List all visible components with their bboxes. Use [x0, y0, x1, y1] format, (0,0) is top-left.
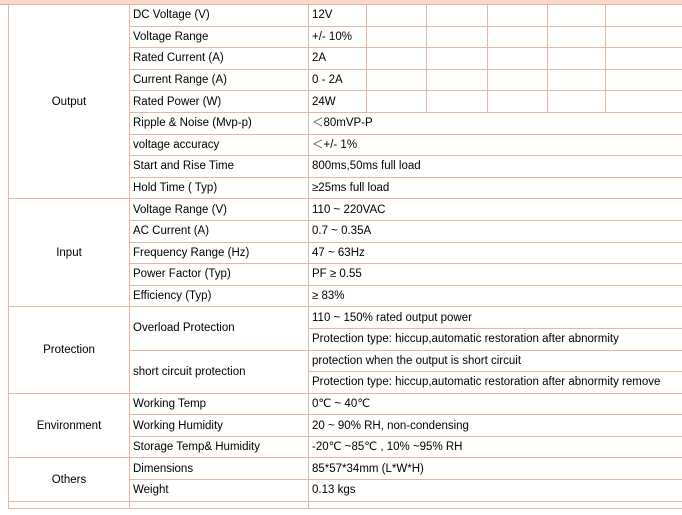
spec-label: voltage accuracy [130, 134, 309, 156]
empty-cell [606, 69, 682, 91]
category-input: Input [9, 199, 130, 307]
spec-value: 110 ~ 220VAC [309, 199, 682, 221]
table-row [9, 393, 682, 415]
spec-label: Storage Temp& Humidity [130, 436, 309, 458]
spec-value: 0 - 2A [309, 69, 367, 91]
spec-value: Protection type: hiccup,automatic restoration after abnormity remove [309, 372, 682, 394]
spec-value: 20 ~ 90% RH, non-condensing [309, 415, 682, 437]
spec-label: Dimensions [130, 458, 309, 480]
empty-cell [367, 5, 427, 27]
spec-value: ≥ 83% [309, 285, 682, 307]
spec-label: Rated Current (A) [130, 48, 309, 70]
spec-label: Voltage Range (V) [130, 199, 309, 221]
empty-cell [367, 48, 427, 70]
empty-cell [367, 91, 427, 113]
empty-cell [427, 26, 488, 48]
table-row [9, 307, 682, 329]
empty-cell [606, 91, 682, 113]
spec-label: Voltage Range [130, 26, 309, 48]
spec-value: ＜80mVP-P [309, 112, 682, 134]
spec-label: Ripple & Noise (Mvp-p) [130, 112, 309, 134]
spec-value: 800ms,50ms full load [309, 156, 682, 178]
table-row [9, 199, 682, 221]
spec-label: Efficiency (Typ) [130, 285, 309, 307]
empty-cell [606, 5, 682, 27]
spec-label: Working Temp [130, 393, 309, 415]
empty-cell [427, 48, 488, 70]
empty-cell [427, 69, 488, 91]
spec-value: ＜+/- 1% [309, 134, 682, 156]
empty-cell [548, 5, 606, 27]
empty-cell [488, 26, 548, 48]
spec-table [8, 4, 682, 509]
category-others: Others [9, 458, 130, 501]
empty-cell [427, 91, 488, 113]
spec-label: DC Voltage (V) [130, 5, 309, 27]
table-row [9, 501, 682, 508]
spec-label: Working Humidity [130, 415, 309, 437]
spec-label: AC Current (A) [130, 220, 309, 242]
spec-value: 47 ~ 63Hz [309, 242, 682, 264]
empty-cell [367, 69, 427, 91]
spec-value: Protection type: hiccup,automatic restoration after abnormity [309, 328, 682, 350]
empty-cell [606, 48, 682, 70]
spec-label: Overload Protection [130, 307, 309, 350]
spec-label: Power Factor (Typ) [130, 264, 309, 286]
empty-cell [9, 501, 130, 508]
empty-cell [548, 91, 606, 113]
spec-value: 24W [309, 91, 367, 113]
empty-cell [130, 501, 309, 508]
spec-value: -20℃ ~85℃ , 10% ~95% RH [309, 436, 682, 458]
spec-value: 0.7 ~ 0.35A [309, 220, 682, 242]
spec-value: 2A [309, 48, 367, 70]
spec-value: ≥25ms full load [309, 177, 682, 199]
table-row [9, 5, 682, 27]
spec-label: Current Range (A) [130, 69, 309, 91]
empty-cell [309, 501, 682, 508]
spec-value: 12V [309, 5, 367, 27]
empty-cell [548, 69, 606, 91]
spec-label: Frequency Range (Hz) [130, 242, 309, 264]
spec-value: 0℃ ~ 40℃ [309, 393, 682, 415]
spec-value: 85*57*34mm (L*W*H) [309, 458, 682, 480]
empty-cell [488, 69, 548, 91]
empty-cell [488, 91, 548, 113]
spec-label: Hold Time ( Typ) [130, 177, 309, 199]
empty-cell [367, 26, 427, 48]
empty-cell [488, 5, 548, 27]
category-output: Output [9, 5, 130, 199]
empty-cell [548, 48, 606, 70]
spec-label: short circuit protection [130, 350, 309, 393]
spec-label: Start and Rise Time [130, 156, 309, 178]
spec-value: protection when the output is short circuit [309, 350, 682, 372]
empty-cell [488, 48, 548, 70]
spec-value: 110 ~ 150% rated output power [309, 307, 682, 329]
empty-cell [548, 26, 606, 48]
spec-value: PF ≥ 0.55 [309, 264, 682, 286]
empty-cell [427, 5, 488, 27]
category-environment: Environment [9, 393, 130, 458]
spec-value: +/- 10% [309, 26, 367, 48]
empty-cell [606, 26, 682, 48]
spec-value: 0.13 kgs [309, 480, 682, 502]
spec-label: Rated Power (W) [130, 91, 309, 113]
category-protection: Protection [9, 307, 130, 393]
spec-label: Weight [130, 480, 309, 502]
table-row [9, 458, 682, 480]
